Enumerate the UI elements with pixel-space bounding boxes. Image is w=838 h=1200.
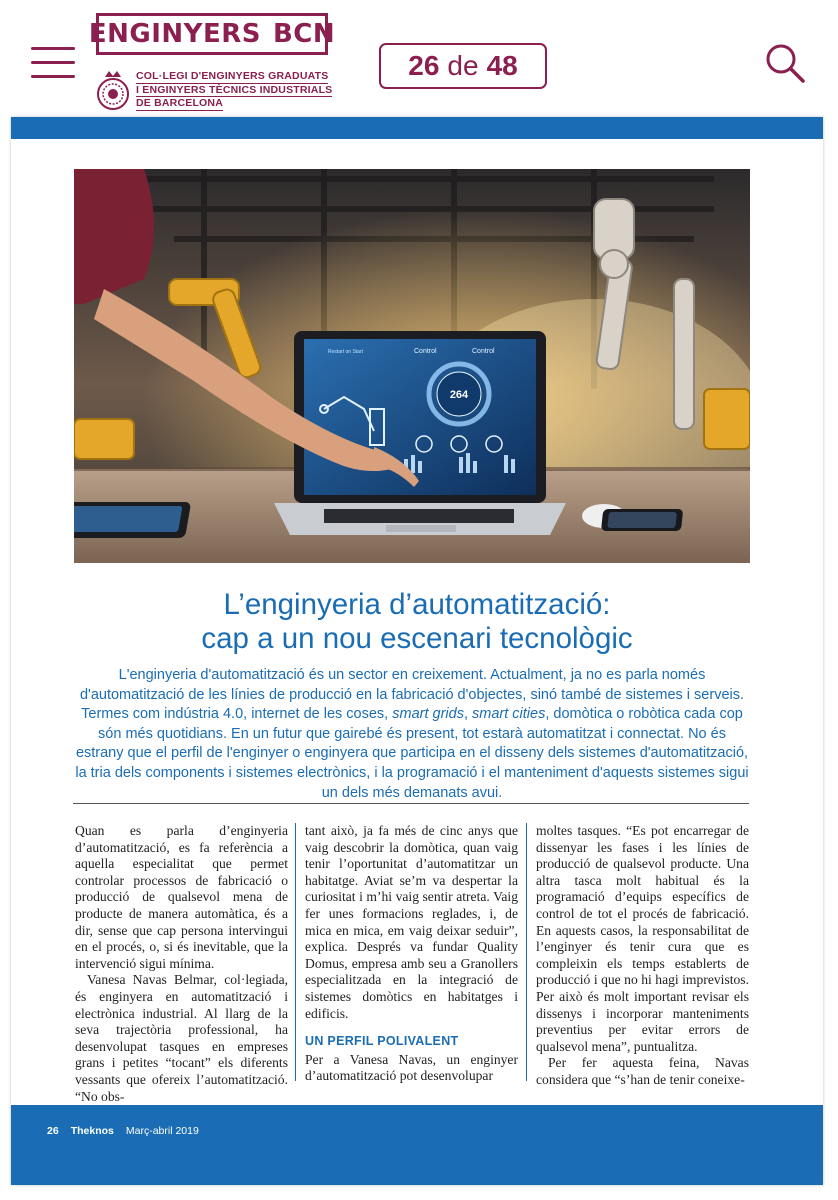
college-line: COL·LEGI D'ENGINYERS GRADUATS xyxy=(136,70,329,82)
body-column-1 xyxy=(75,823,288,1105)
lead-text: , xyxy=(463,706,473,723)
body-paragraph: tant això, ja fa més de cinc anys que vaig descobrir la domòtica, quan vaig tenir l’oportunitat d’automatitzar un habitatge. Aviat se’m va despertar la curiositat i m’hi vaig sentir atreta. Vaig fer unes formacions reglades, i, de mica en mica, em vaig deixar seduir”, explica. Després va fundar Quality Domus, empresa amb seu a Granollers especialitzada en la integració de sistemes domòtics en habitatges i edificis. xyxy=(305,823,518,1021)
column-divider xyxy=(526,823,527,1081)
screen-gauge-value: 264 xyxy=(449,389,469,401)
lead-emphasis: smart cities xyxy=(472,706,546,723)
search-icon[interactable] xyxy=(764,42,806,84)
brand-right: BCN xyxy=(272,19,336,49)
screen-label-left: Control xyxy=(414,348,437,355)
college-line: DE BARCELONA xyxy=(136,97,223,109)
screen-top-text: Restart on Start xyxy=(328,349,364,355)
lead-emphasis: smart grids xyxy=(392,706,464,723)
college-line: I ENGINYERS TÈCNICS INDUSTRIALS xyxy=(136,83,333,96)
body-paragraph: Vanesa Navas Belmar, col·legiada, és enginyera en automatització i electrònica industrial. Al llarg de la seva trajectòria professional, ha desenvolupat tasques en empreses grans i petites “tocant” els diferents vessants que ofereix l’automatització. “No obs- xyxy=(75,972,288,1104)
page-top-bar xyxy=(11,117,823,139)
column-divider xyxy=(295,823,296,1081)
body-paragraph: moltes tasques. “Es pot encarregar de dissenyar les fases i les línies de producció de qualsevol producte. Una altra tasca molt habitual és la programació d’equips específics de control de tot el procés de fabricació. En aquests casos, la responsabilitat de l’enginyer és tenir cura que es compleixin els temps establerts de producció i que no hi hagi imprevistos. Per això és molt important revisar els dissenys i incorporar manteniments preventius per evitar errors de qualsevol mena”, puntualitza. xyxy=(536,823,749,1054)
page-footer xyxy=(11,1105,823,1185)
body-paragraph: Per fer aquesta feina, Navas considera que “s’han de tenir coneixe- xyxy=(536,1055,749,1087)
body-paragraph: Quan es parla d’enginyeria d’automatització, es fa referència a aquella especialitat que permet controlar processos de fabricació o producció de qualsevol mena de producte de manera automàtica, és a dir, sense que cap persona intervingui en el procés, o, si és inevitable, que la intervenció sigui mínima. xyxy=(75,823,288,971)
title-line-2: cap a un nou escenari tecnològic xyxy=(201,622,633,655)
title-line-1: L’enginyeria d’automatització: xyxy=(223,588,611,621)
footer-page-number: 26 xyxy=(47,1125,59,1137)
magazine-page xyxy=(11,117,823,1185)
app-header xyxy=(0,0,838,117)
brand-logo[interactable] xyxy=(88,13,336,55)
body-paragraph: Per a Vanesa Navas, un enginyer d’automatització pot desenvolupar xyxy=(305,1051,518,1084)
brand-left: ENGINYERS xyxy=(88,19,261,49)
subheading: UN PERFIL POLIVALENT xyxy=(305,1034,459,1049)
screen-label-right: Control xyxy=(472,348,495,355)
body-column-2 xyxy=(305,823,518,1085)
menu-icon[interactable] xyxy=(31,47,75,79)
page-counter[interactable] xyxy=(379,43,547,89)
college-name xyxy=(136,70,332,111)
footer-magazine: Theknos xyxy=(70,1125,114,1137)
article-title xyxy=(11,588,823,656)
divider xyxy=(73,803,749,804)
lead-text: , domòtica o robòtica cada cop són més quotidians. En un futur que gairebé és present, tot estarà automatitzat i connectat. No és estrany que el perfil de l'enginyer o enginyera que participa en el disseny dels sistemes d'automatització, la tria dels components i sistemes electrònics, i la programació i el manteniment d'aquests sistemes sigui un dels més demanats avui. xyxy=(75,706,749,801)
footer-issue: Març-abril 2019 xyxy=(125,1125,199,1137)
article-lead xyxy=(74,666,750,803)
page-current: 26 xyxy=(408,50,440,81)
hero-image xyxy=(74,169,750,563)
body-column-3 xyxy=(536,823,749,1089)
lead-text: L'enginyeria d'automatització és un sector en creixement. Actualment, ja no es parla només d'automatització de les línies de producció en la fabricació d'objectes, sinó també de sistemes i serveis. Termes com indústria 4.0, internet de les coses, xyxy=(79,667,745,723)
page-total: 48 xyxy=(486,50,518,81)
college-seal-icon xyxy=(95,68,131,110)
page-sep: de xyxy=(447,50,479,81)
